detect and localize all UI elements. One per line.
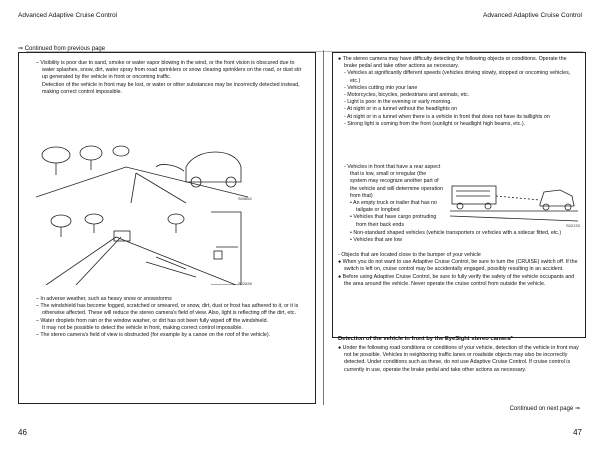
- right-narrow-text: [344, 164, 444, 229]
- left-text-detection-lost: Detection of the vehicle in front may be lost, or water or other substances may be incorrectly detected instead, making correct control impossible.: [42, 81, 300, 95]
- right-text-nonstandard: • Non-standard shaped vehicles (vehicle transporters or vehicles with a sidecar fitted, etc.): [350, 230, 562, 236]
- right-bottom-text: [338, 252, 580, 288]
- illustration-dust-road: [36, 137, 248, 204]
- right-wide-text: [344, 230, 580, 244]
- continued-from: ⇒ Continued from previous page: [18, 46, 106, 52]
- right-text-night-tunnel: - At night or in a tunnel without the headlights on: [344, 106, 458, 113]
- section-text-block: [338, 345, 580, 374]
- right-text-bumper: - Objects that are located close to the bumper of your vehicle: [338, 252, 481, 258]
- left-text-water-droplets: – Water droplets from rain or the window washer, or dirt has not been fully wiped off the windshield.: [36, 317, 269, 324]
- right-top-text: [338, 56, 580, 128]
- illustration-snow-road: [36, 207, 246, 285]
- right-text-safety: ● Before using Adaptive Cruise Control, be sure to fully verify the safety of the vehicle occupants and the area around the vehicle. Never operate the cruise control from outside the vehicle.: [338, 273, 575, 287]
- page-number-left: 46: [18, 428, 27, 437]
- left-top-text: [36, 60, 306, 96]
- right-text-cargo: • Vehicles that have cargo protruding from their back ends: [350, 214, 437, 228]
- left-bottom-text: [36, 296, 308, 339]
- left-text-windshield: – The windshield has become fogged, scratched or smeared, or snow, dirt, dust or frost has adhered to it, or it is otherwise affected. These will reduce the stereo camera's field of view. Also, light is reflecting off the dirt, etc.: [36, 303, 299, 317]
- illustration-truck: [450, 166, 578, 224]
- section-text: ● Under the following road conditions or conditions of your vehicle, detection of the vehicle in front may not be possible. Vehicles in neighboring traffic lanes or roadside objects may also be incorrectly detected. Under conditions such as these, do not use Adaptive Cruise Control. If cruise control is currently in use, operate the brake pedal and take other actions as necessary.: [338, 345, 579, 373]
- header-left: Advanced Adaptive Cruise Control: [18, 12, 118, 19]
- right-text-motorcycles: - Motorcycles, bicycles, pedestrians and animals, etc.: [344, 92, 470, 99]
- right-text-low: • Vehicles that are low: [350, 237, 402, 244]
- left-text-weather: – In adverse weather, such as heavy snow or snowstorms: [36, 296, 172, 302]
- fig-code-2: S02839: [238, 281, 252, 286]
- left-text-not-detect: It may not be possible to detect the vehicle in front, making correct control impossible.: [42, 324, 243, 331]
- column-divider: [323, 50, 324, 405]
- right-text-taillights: - At night or in a tunnel when there is a vehicle in front that does not have its taillights on: [344, 113, 550, 120]
- header-right: Advanced Adaptive Cruise Control: [482, 12, 582, 19]
- fig-code-3: S02133: [566, 223, 580, 228]
- right-text-strong-light: - Strong light is coming from the front (sunlight or headlight high beams, etc.).: [344, 120, 526, 127]
- left-text-obstructed: – The stereo camera's field of view is obstructed (for example by a canoe on the roof of the vehicle).: [36, 332, 271, 339]
- left-text-visibility: – Visibility is poor due to sand, smoke or water vapor blowing in the wind, or the front vision is obscured due to water splashes, snow, dirt, water spray from road sprinklers or snow clearing sprinklers on the road, or dust stir up generated by the vehicle in front or oncoming traffic.: [36, 60, 302, 81]
- fig-code-1: S00852: [238, 196, 252, 201]
- right-text-stereo: ● The stereo camera may have difficulty detecting the following objects or conditions. Operate the brake pedal and take other actions as necessary.: [338, 56, 567, 70]
- right-text-light-poor: - Light is poor in the evening or early morning.: [344, 99, 452, 106]
- right-text-cutting: - Vehicles cutting into your lane: [344, 84, 418, 91]
- right-text-empty-truck: • An empty truck or trailer that has no tailgate or longbed: [350, 200, 437, 214]
- right-text-rear-aspect: - Vehicles in front that have a rear aspect that is low, small or irregular (the system may recognize another part of the vehicle and will determine operation from that): [344, 164, 444, 199]
- page-number-right: 47: [573, 428, 582, 437]
- continued-on: Continued on next page ⇒: [509, 406, 580, 412]
- section-heading: Detection of the vehicle in front by the EyeSight stereo camera*: [338, 336, 513, 342]
- right-text-speeds: - Vehicles at significantly different speeds (vehicles driving slowly, stopped or oncoming vehicles, etc.): [344, 70, 571, 84]
- right-text-cruise-switch: ● When you do not want to use Adaptive Cruise Control, be sure to turn the (CRUISE) switch off. If the switch is left on, cruise control may be accidentally engaged, possibly resulting in an accident.: [338, 259, 578, 273]
